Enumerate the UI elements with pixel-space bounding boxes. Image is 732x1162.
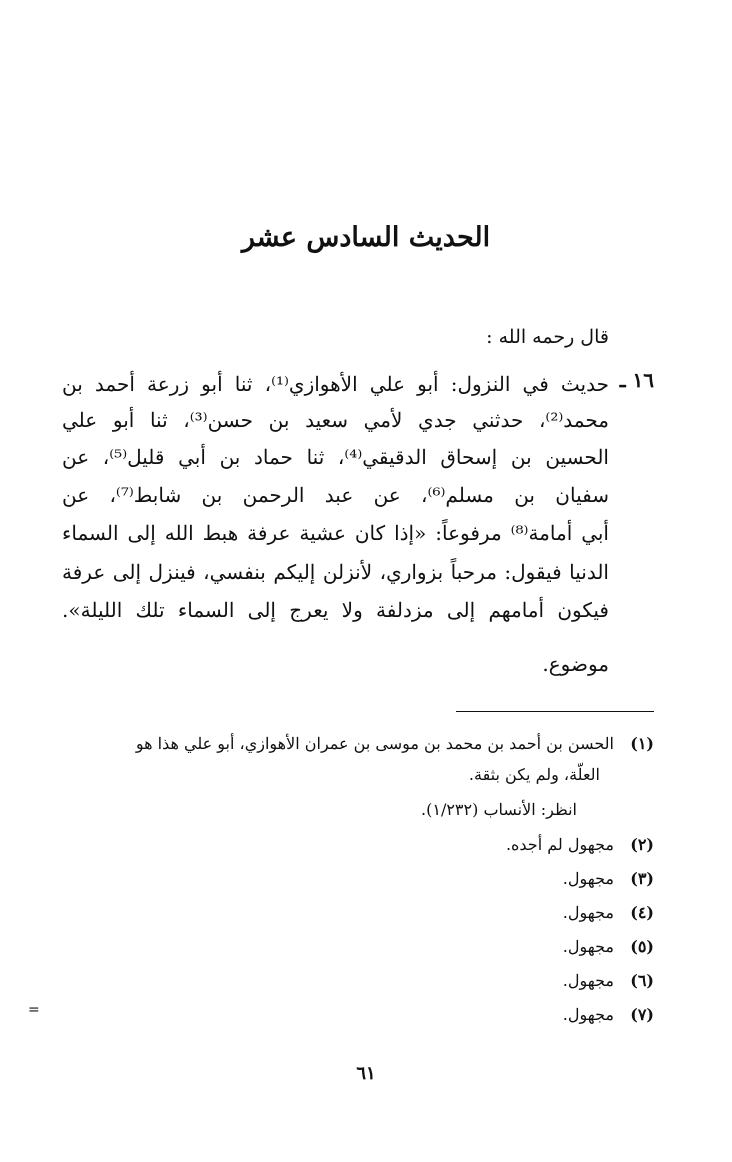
footnote-reference: انظر: الأنساب (١/٢٣٢). (421, 800, 577, 819)
footnote-text: مجهول لم أجده. (505, 835, 614, 854)
footnote-text: مجهول. (562, 869, 614, 888)
hadith-line: سفيان بن مسلم⁽⁶⁾، عن عبد الرحمن بن شابط⁽⁷⁾، عن (62, 483, 609, 507)
footnote-number: (٧) (630, 1005, 654, 1024)
footnote-continuation: العلّة، ولم يكن بثقة. (468, 765, 600, 784)
footnote-number: (٣) (630, 869, 654, 888)
footnote-number: (٦) (630, 971, 654, 990)
footnote-text: الحسن بن أحمد بن محمد بن موسى بن عمران الأهوازي، أبو علي هذا هو (135, 734, 614, 753)
footnote-item (58, 731, 654, 757)
footnote-item (58, 832, 654, 858)
hadith-line: الدنيا فيقول: مرحباً بزواري، لأنزلن إليكم بنفسي، فينزل إلى عرفة (62, 560, 609, 584)
hadith-number: ١٦ ـ (619, 368, 654, 392)
page-number: ٦١ (356, 1063, 376, 1084)
footnote-number: (١) (630, 734, 654, 753)
intro-line: قال رحمه الله : (486, 326, 609, 348)
hadith-line: الحسين بن إسحاق الدقيقي⁽⁴⁾، ثنا حماد بن أبي قليل⁽⁵⁾، عن (62, 445, 609, 469)
hadith-line: أبي أمامة⁽⁸⁾ مرفوعاً: «إذا كان عشية عرفة هبط الله إلى السماء (62, 521, 609, 545)
hadith-line: فيكون أمامهم إلى مزدلفة ولا يعرج إلى السماء تلك الليلة». (62, 598, 609, 622)
footnote-divider (456, 711, 654, 712)
footnote-number: (٤) (630, 903, 654, 922)
footnote-text: مجهول. (562, 903, 614, 922)
footnote-item (58, 1002, 654, 1028)
hadith-line: حديث في النزول: أبو علي الأهوازي⁽¹⁾، ثنا أبو زرعة أحمد بن (62, 372, 609, 396)
footnote-text: مجهول. (562, 937, 614, 956)
margin-mark: = (28, 1002, 40, 1018)
footnote-item (58, 968, 654, 994)
footnote-item (58, 900, 654, 926)
footnote-number: (٢) (630, 835, 654, 854)
footnote-text: مجهول. (562, 971, 614, 990)
footnote-number: (٥) (630, 937, 654, 956)
footnote-text: مجهول. (562, 1005, 614, 1024)
footnote-item (58, 866, 654, 892)
footnote-item (58, 934, 654, 960)
hadith-line: محمد⁽²⁾، حدثني جدي لأمي سعيد بن حسن⁽³⁾، ثنا أبو علي (62, 408, 609, 432)
hadith-verdict: موضوع. (542, 652, 609, 676)
page-title: الحديث السادس عشر (241, 222, 491, 253)
